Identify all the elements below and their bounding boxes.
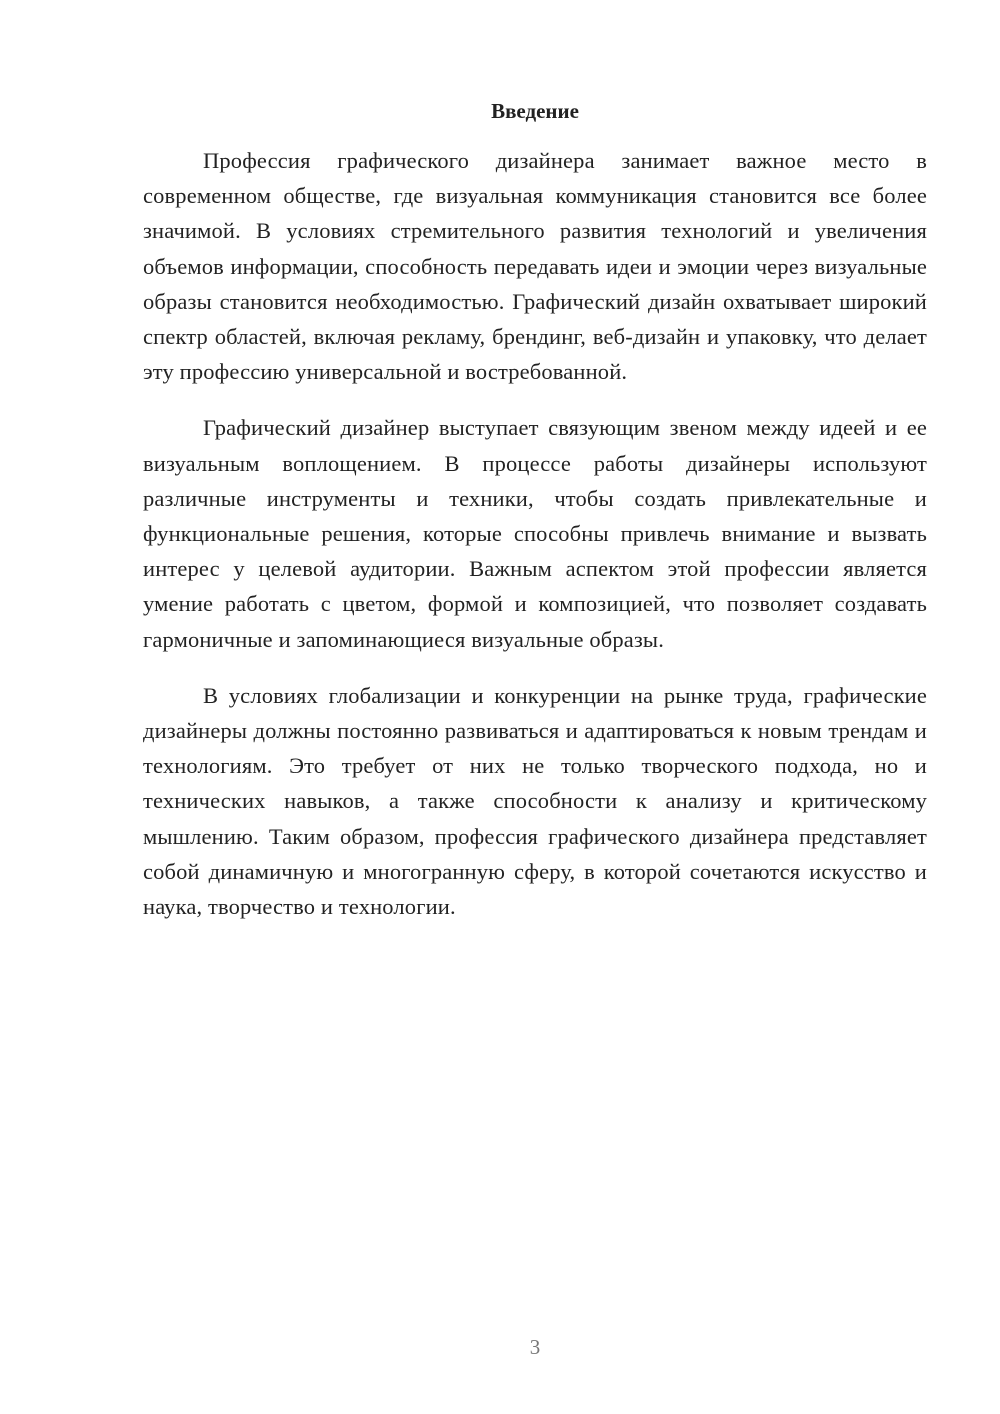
paragraph-1: Профессия графического дизайнера занимает важное место в современном обществе, где визуальная коммуникация становится все более значимой. В условиях стремительного развития технологий и увеличения объемов информации, способность передавать идеи и эмоции через визуальные образы становится необходимостью. Графический дизайн охватывает широкий спектр областей, включая рекламу, брендинг, веб-дизайн и упаковку, что делает эту профессию универсальной и востребованной. (143, 148, 927, 385)
section-heading: Введение (491, 99, 579, 123)
paragraph-3: В условиях глобализации и конкуренции на рынке труда, графические дизайнеры должны постоянно развиваться и адаптироваться к новым трендам и технологиям. Это требует от них не только творческого подхода, но и технических навыков, а также способности к анализу и критическому мышлению. Таким образом, профессия графического дизайнера представляет собой динамичную и многогранную сферу, в которой сочетаются искусство и наука, творчество и технологии. (143, 682, 927, 920)
document-body (143, 143, 927, 924)
paragraph-2: Графический дизайнер выступает связующим звеном между идеей и ее визуальным воплощением. В процессе работы дизайнеры используют различные инструменты и техники, чтобы создать привлекательные и функциональные решения, которые способны привлечь внимание и вызвать интерес у целевой аудитории. Важным аспектом этой профессии является умение работать с цветом, формой и композицией, что позволяет создавать гармоничные и запоминающиеся визуальные образы. (143, 415, 927, 652)
page-number: 3 (529, 1335, 541, 1359)
